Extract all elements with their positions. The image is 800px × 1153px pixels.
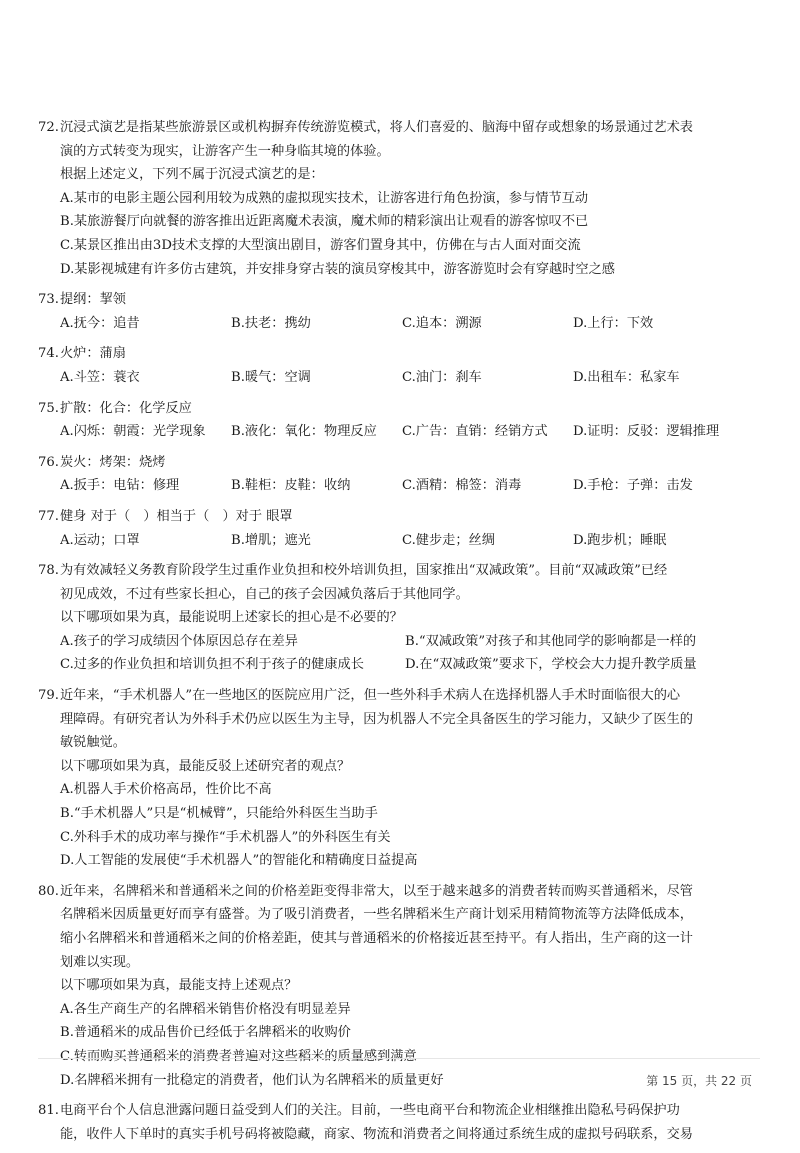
question-line bbox=[38, 778, 760, 802]
question-text: D.某影视城建有许多仿古建筑，并安排身穿古装的演员穿梭其中，游客游览时会有穿越时空之感 bbox=[60, 261, 615, 277]
options-row bbox=[38, 529, 760, 553]
options-row bbox=[38, 366, 760, 390]
question-stem bbox=[38, 288, 760, 312]
question-line bbox=[38, 258, 760, 282]
option: C.健步走；丝绸 bbox=[402, 532, 495, 548]
question-line bbox=[38, 234, 760, 258]
question-line bbox=[38, 849, 760, 873]
question-number: 80. bbox=[38, 883, 59, 899]
question-text: C.转而购买普通稻米的消费者普遍对这些稻米的质量感到满意 bbox=[60, 1048, 417, 1064]
option: C.油门：刹车 bbox=[402, 369, 482, 385]
question-text: 扩散：化合：化学反应 bbox=[60, 400, 192, 416]
question-text: 以下哪项如果为真，最能支持上述观点？ bbox=[60, 978, 298, 994]
question-text: 近年来，名牌稻米和普通稻米之间的价格差距变得非常大，以至于越来越多的消费者转而购买普通稻米，尽管 bbox=[60, 883, 693, 899]
question-text: C.某景区推出由3D技术支撑的大型演出剧目，游客们置身其中，仿佛在与古人面对面交流 bbox=[60, 237, 581, 253]
footer-divider bbox=[38, 1058, 760, 1059]
option: B.增肌；遮光 bbox=[231, 532, 311, 548]
option: C.广告：直销：经销方式 bbox=[402, 424, 548, 440]
option: A.扳手：电钻：修理 bbox=[60, 478, 180, 494]
question-block bbox=[38, 451, 760, 498]
option: D.证明：反驳：逻辑推理 bbox=[573, 424, 720, 440]
question-stem bbox=[38, 342, 760, 366]
question-block bbox=[38, 116, 760, 281]
question-text: 沉浸式演艺是指某些旅游景区或机构摒弃传统游览模式，将人们喜爱的、脑海中留存或想象的场景通过艺术表 bbox=[60, 120, 693, 135]
question-block bbox=[38, 1099, 760, 1146]
option: D.跑步机；睡眠 bbox=[573, 532, 667, 548]
page-number: 第 15 页，共 22 页 bbox=[646, 1074, 752, 1088]
question-line bbox=[38, 974, 760, 998]
question-stem bbox=[38, 559, 760, 583]
question-block bbox=[38, 880, 760, 1092]
question-number: 79. bbox=[38, 688, 59, 704]
question-text: 演的方式转变为现实，让游客产生一种身临其境的体验。 bbox=[60, 143, 390, 159]
option: A.抚今：追昔 bbox=[60, 315, 140, 331]
question-line bbox=[38, 802, 760, 826]
question-line bbox=[38, 927, 760, 951]
question-text: 初见成效，不过有些家长担心，自己的孩子会因减负落后于其他同学。 bbox=[60, 586, 469, 602]
question-line bbox=[38, 606, 760, 630]
question-text: 理障碍。有研究者认为外科手术仍应以医生为主导，因为机器人不完全具备医生的学习能力，又缺少了医生的 bbox=[60, 711, 693, 727]
question-text: 为有效减轻义务教育阶段学生过重作业负担和校外培训负担，国家推出“双减政策”。目前“双减政策”已经 bbox=[60, 563, 668, 579]
options-row bbox=[38, 630, 760, 654]
question-line bbox=[38, 998, 760, 1022]
option: D.在“双减政策”要求下，学校会大力提升教学质量 bbox=[405, 657, 697, 673]
option: A.运动；口罩 bbox=[60, 532, 140, 548]
question-text: 划难以实现。 bbox=[60, 954, 140, 970]
option: A.斗笠：蓑衣 bbox=[60, 369, 140, 385]
option: B.液化：氧化：物理反应 bbox=[231, 424, 377, 440]
question-number: 75. bbox=[38, 400, 59, 416]
question-text: 以下哪项如果为真，最能反驳上述研究者的观点？ bbox=[60, 758, 351, 774]
question-text: 敏锐触觉。 bbox=[60, 735, 126, 751]
question-number: 76. bbox=[38, 454, 59, 470]
question-line bbox=[38, 210, 760, 234]
question-stem bbox=[38, 1099, 760, 1123]
question-stem bbox=[38, 116, 760, 140]
question-text: 能，收件人下单时的真实手机号码将被隐藏，商家、物流和消费者之间将通过系统生成的虚拟号码联系，交易 bbox=[60, 1126, 693, 1142]
question-text: 名牌稻米因质量更好而享有盛誉。为了吸引消费者，一些名牌稻米生产商计划采用精简物流等方法降低成本， bbox=[60, 907, 693, 923]
question-line bbox=[38, 163, 760, 187]
question-text: B.普通稻米的成品售价已经低于名牌稻米的收购价 bbox=[60, 1025, 351, 1041]
option: A.孩子的学习成绩因个体原因总存在差异 bbox=[60, 633, 298, 649]
option: D.出租车：私家车 bbox=[573, 369, 680, 385]
question-text: 健身 对于（ ）相当于（ ）对于 眼罩 bbox=[60, 508, 293, 524]
question-number: 74. bbox=[38, 346, 59, 362]
question-line bbox=[38, 1045, 760, 1069]
option: B.扶老：携幼 bbox=[231, 315, 311, 331]
question-block bbox=[38, 559, 760, 677]
question-line bbox=[38, 708, 760, 732]
question-text: 提纲：挈领 bbox=[60, 292, 126, 308]
options-row bbox=[38, 312, 760, 336]
option: B.“双减政策”对孩子和其他同学的影响都是一样的 bbox=[405, 633, 697, 649]
question-block bbox=[38, 288, 760, 335]
question-text: B.某旅游餐厅向就餐的游客推出近距离魔术表演，魔术师的精彩演出让观看的游客惊叹不已 bbox=[60, 214, 589, 230]
question-stem bbox=[38, 880, 760, 904]
question-text: D.名牌稻米拥有一批稳定的消费者，他们认为名牌稻米的质量更好 bbox=[60, 1072, 444, 1088]
question-block bbox=[38, 684, 760, 873]
question-line bbox=[38, 731, 760, 755]
option: B.鞋柜：皮鞋：收纳 bbox=[231, 478, 351, 494]
question-text: A.机器人手术价格高昂，性价比不高 bbox=[60, 782, 272, 798]
question-line bbox=[38, 583, 760, 607]
option: C.过多的作业负担和培训负担不利于孩子的健康成长 bbox=[60, 657, 364, 673]
option: B.暖气：空调 bbox=[231, 369, 311, 385]
question-line bbox=[38, 140, 760, 164]
question-text: 以下哪项如果为真，最能说明上述家长的担心是不必要的？ bbox=[60, 610, 403, 626]
question-block bbox=[38, 397, 760, 444]
exam-page bbox=[38, 116, 760, 1153]
question-stem bbox=[38, 397, 760, 421]
question-line bbox=[38, 1123, 760, 1147]
options-row bbox=[38, 653, 760, 677]
question-text: 缩小名牌稻米和普通稻米之间的价格差距，使其与普通稻米的价格接近甚至持平。有人指出，生产商的这一计 bbox=[60, 931, 693, 946]
question-text: A.某市的电影主题公园利用较为成熟的虚拟现实技术，让游客进行角色扮演，参与情节互动 bbox=[60, 190, 589, 206]
question-number: 73. bbox=[38, 292, 59, 308]
question-line bbox=[38, 187, 760, 211]
question-stem bbox=[38, 684, 760, 708]
question-stem bbox=[38, 451, 760, 475]
options-row bbox=[38, 474, 760, 498]
question-block bbox=[38, 505, 760, 552]
question-number: 77. bbox=[38, 508, 59, 524]
option: C.追本：溯源 bbox=[402, 315, 482, 331]
option: A.闪烁：朝霞：光学现象 bbox=[60, 424, 206, 440]
question-line bbox=[38, 951, 760, 975]
question-line bbox=[38, 903, 760, 927]
question-text: 火炉：蒲扇 bbox=[60, 346, 126, 362]
question-text: 近年来，“手术机器人”在一些地区的医院应用广泛，但一些外科手术病人在选择机器人手术时面临很大的心 bbox=[60, 688, 681, 704]
question-number: 78. bbox=[38, 563, 59, 579]
option: D.手枪：子弹：击发 bbox=[573, 478, 693, 494]
question-number: 72. bbox=[38, 120, 59, 135]
question-stem bbox=[38, 505, 760, 529]
question-block bbox=[38, 342, 760, 389]
question-text: D.人工智能的发展使“手术机器人”的智能化和精确度日益提高 bbox=[60, 853, 418, 869]
question-number: 81. bbox=[38, 1103, 59, 1119]
question-text: C.外科手术的成功率与操作“手术机器人”的外科医生有关 bbox=[60, 829, 391, 845]
question-text: A.各生产商生产的名牌稻米销售价格没有明显差异 bbox=[60, 1001, 351, 1017]
question-text: 根据上述定义，下列不属于沉浸式演艺的是： bbox=[60, 167, 324, 183]
question-line bbox=[38, 755, 760, 779]
question-text: 炭火：烤架：烧烤 bbox=[60, 454, 166, 470]
option: D.上行：下效 bbox=[573, 315, 654, 331]
question-text: 电商平台个人信息泄露问题日益受到人们的关注。目前，一些电商平台和物流企业相继推出隐私号码保护功 bbox=[60, 1103, 680, 1119]
question-text: B.“手术机器人”只是“机械臂”，只能给外科医生当助手 bbox=[60, 806, 378, 822]
question-line bbox=[38, 826, 760, 850]
question-line bbox=[38, 1021, 760, 1045]
option: C.酒精：棉签：消毒 bbox=[402, 478, 522, 494]
options-row bbox=[38, 420, 760, 444]
